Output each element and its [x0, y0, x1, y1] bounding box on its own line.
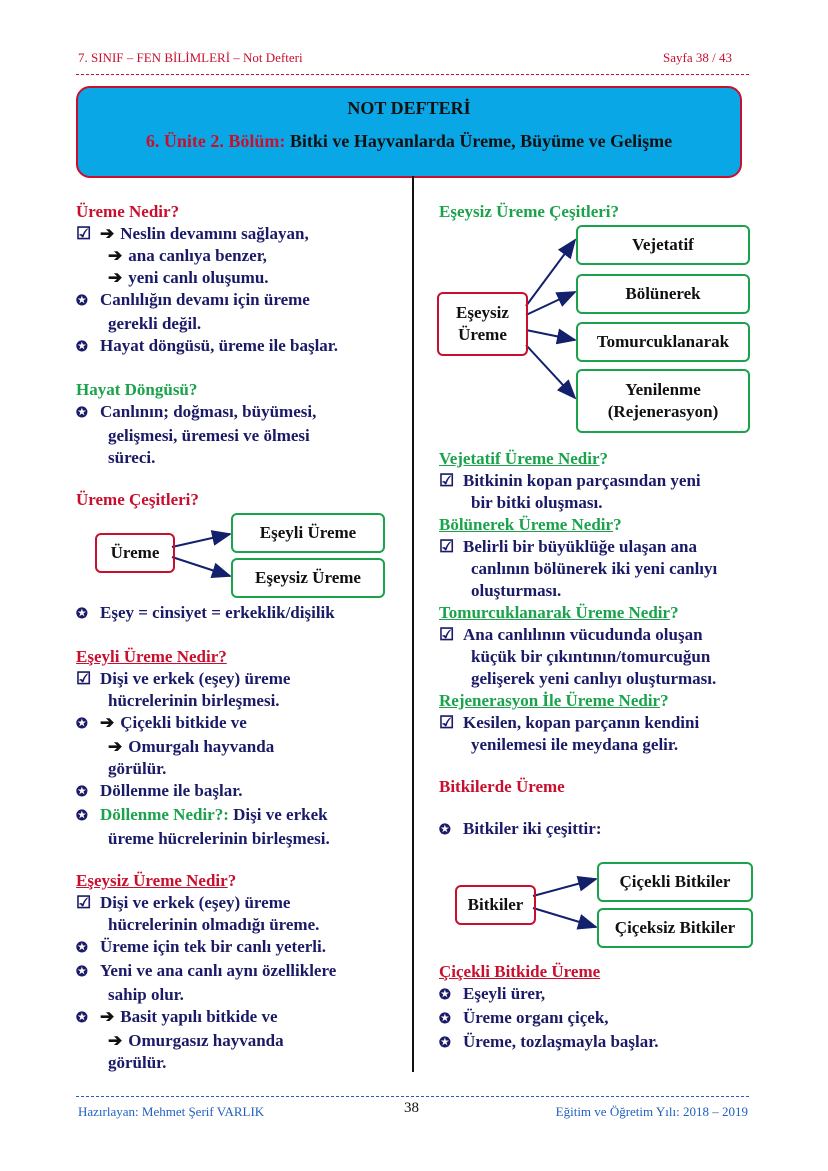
- unit-subtitle: Bitki ve Hayvanlarda Üreme, Büyüme ve Gelişme: [289, 131, 673, 151]
- star-icon: ✪: [76, 406, 88, 421]
- header-right: Sayfa 38 / 43: [663, 50, 732, 65]
- right-column-top: [439, 201, 759, 223]
- list-item-cont: hücrelerinin birleşmesi.: [108, 691, 280, 710]
- right-column-bottom: [439, 961, 759, 1055]
- section-title: Eşeyli Üreme Nedir?: [76, 647, 227, 666]
- ureme-box: Üreme: [95, 533, 175, 573]
- checkbox-icon: ☑: [439, 471, 455, 490]
- arrow-line: [526, 345, 575, 398]
- page-title: NOT DEFTERİ: [347, 98, 471, 118]
- list-item: ☑ ➔ Neslin devamını sağlayan,: [76, 224, 309, 243]
- arrow-icon: ➔: [100, 1007, 115, 1026]
- list-item: ✪ Eşeyli ürer,: [439, 983, 759, 1007]
- list-item: ☑ Bitkinin kopan parçasından yeni: [439, 471, 701, 490]
- list-item-cont: yenilemesi ile meydana gelir.: [471, 735, 679, 754]
- star-icon: ✪: [76, 607, 88, 622]
- eseysiz-ureme-root-box: Eşeysiz Üreme: [437, 292, 528, 356]
- section-title: Çiçekli Bitkide Üreme: [439, 962, 601, 981]
- list-item: ✪ Canlılığın devamı için üreme: [76, 289, 406, 313]
- list-item: ☑ Kesilen, kopan parçanın kendini: [439, 713, 700, 732]
- list-item: ✪ Bitkiler iki çeşittir:: [439, 818, 759, 842]
- list-item: ✪ Üreme organı çiçek,: [439, 1007, 759, 1031]
- list-item: ➔ ana canlıya benzer,: [108, 246, 267, 265]
- checkbox-icon: ☑: [439, 713, 455, 732]
- star-icon: ✪: [76, 717, 88, 732]
- arrow-icon: ➔: [100, 713, 115, 732]
- list-item: ➔ yeni canlı oluşumu.: [108, 268, 269, 287]
- list-item: ✪ Canlının; doğması, büyümesi,: [76, 401, 406, 425]
- section-title: Bölünerek Üreme Nedir?: [439, 515, 622, 534]
- star-icon: ✪: [76, 809, 88, 824]
- list-item: ✪ Yeni ve ana canlı aynı özelliklere: [76, 960, 406, 984]
- header-left: 7. SINIF – FEN BİLİMLERİ – Not Defteri: [78, 50, 303, 65]
- page-number: 38: [404, 1100, 419, 1116]
- arrow-icon: ➔: [108, 246, 123, 265]
- checkbox-icon: ☑: [76, 224, 92, 243]
- checkbox-icon: ☑: [76, 669, 92, 688]
- list-item: ✪ Döllenme Nedir?: Dişi ve erkek: [76, 804, 406, 828]
- list-item: ✪ ➔ Çiçekli bitkide ve: [76, 712, 406, 736]
- footer-divider: [76, 1096, 749, 1097]
- right-column: [439, 448, 759, 842]
- arrow-line: [533, 908, 596, 927]
- list-item-cont: görülür.: [108, 1053, 167, 1072]
- vejetatif-box: Vejetatif: [576, 225, 750, 265]
- arrow-icon: ➔: [100, 224, 115, 243]
- list-item: ✪ Üreme, tozlaşmayla başlar.: [439, 1031, 759, 1055]
- list-item-cont: sahip olur.: [108, 985, 184, 1004]
- list-item: ☑ Belirli bir büyüklüğe ulaşan ana: [439, 537, 697, 556]
- list-item-cont: gerekli değil.: [108, 314, 202, 333]
- arrow-line: [172, 534, 230, 547]
- ciceksiz-bitkiler-box: Çiçeksiz Bitkiler: [597, 908, 753, 948]
- arrow-line: [533, 879, 596, 896]
- list-item-cont: görülür.: [108, 759, 167, 778]
- checkbox-icon: ☑: [76, 893, 92, 912]
- yenilenme-box: Yenilenme (Rejenerasyon): [576, 369, 750, 433]
- checkbox-icon: ☑: [439, 625, 455, 644]
- list-item: ☑ Dişi ve erkek (eşey) üreme: [76, 669, 291, 688]
- star-icon: ✪: [439, 1036, 451, 1051]
- checkbox-icon: ☑: [439, 537, 455, 556]
- star-icon: ✪: [76, 294, 88, 309]
- bitkiler-box: Bitkiler: [455, 885, 536, 925]
- footer-year: Eğitim ve Öğretim Yılı: 2018 – 2019: [555, 1104, 748, 1119]
- star-icon: ✪: [76, 941, 88, 956]
- list-item: ✪ Hayat döngüsü, üreme ile başlar.: [76, 335, 406, 359]
- footer-author: Hazırlayan: Mehmet Şerif VARLIK: [78, 1104, 265, 1119]
- list-item: ✪ Döllenme ile başlar.: [76, 780, 406, 804]
- list-item-cont: hücrelerinin olmadığı üreme.: [108, 915, 320, 934]
- star-icon: ✪: [76, 965, 88, 980]
- section-title: Rejenerasyon İle Üreme Nedir?: [439, 691, 669, 710]
- bolunerek-box: Bölünerek: [576, 274, 750, 314]
- section-title: Tomurcuklanarak Üreme Nedir?: [439, 603, 679, 622]
- star-icon: ✪: [439, 988, 451, 1003]
- list-item: ✪ Üreme için tek bir canlı yeterli.: [76, 936, 406, 960]
- list-item-cont: süreci.: [108, 448, 156, 467]
- list-item-cont: oluşturması.: [471, 581, 562, 600]
- section-title: Bitkilerde Üreme: [439, 777, 565, 796]
- list-item: ☑ Ana canlılının vücudunda oluşan: [439, 625, 703, 644]
- list-item-cont: bir bitki oluşması.: [471, 493, 603, 512]
- list-item: ➔ Omurgalı hayvanda: [108, 737, 275, 756]
- list-item-cont: üreme hücrelerinin birleşmesi.: [108, 829, 330, 848]
- left-column-lower: [76, 602, 406, 1074]
- list-item-cont: canlının bölünerek iki yeni canlıyı: [471, 559, 718, 578]
- star-icon: ✪: [76, 340, 88, 355]
- star-icon: ✪: [439, 1012, 451, 1027]
- unit-label: 6. Ünite 2. Bölüm:: [145, 131, 286, 151]
- eseysiz-ureme-box: Eşeysiz Üreme: [231, 558, 385, 598]
- section-title: Eşeysiz Üreme Çeşitleri?: [439, 202, 620, 221]
- arrow-line: [172, 557, 230, 576]
- arrow-icon: ➔: [108, 737, 123, 756]
- cicekli-bitkiler-box: Çiçekli Bitkiler: [597, 862, 753, 902]
- section-title: Üreme Nedir?: [76, 202, 180, 221]
- list-item: ✪ Eşey = cinsiyet = erkeklik/dişilik: [76, 602, 406, 626]
- star-icon: ✪: [439, 823, 451, 838]
- section-title: Hayat Döngüsü?: [76, 380, 198, 399]
- eseyli-ureme-box: Eşeyli Üreme: [231, 513, 385, 553]
- list-item: ✪ ➔ Basit yapılı bitkide ve: [76, 1006, 406, 1030]
- list-item: ➔ Omurgasız hayvanda: [108, 1031, 284, 1050]
- list-item: ☑ Dişi ve erkek (eşey) üreme: [76, 893, 291, 912]
- list-item-cont: gelişmesi, üremesi ve ölmesi: [108, 426, 310, 445]
- section-title: Üreme Çeşitleri?: [76, 490, 199, 509]
- arrow-icon: ➔: [108, 268, 123, 287]
- tomurcuklanarak-box: Tomurcuklanarak: [576, 322, 750, 362]
- section-title: Vejetatif Üreme Nedir?: [439, 449, 608, 468]
- star-icon: ✪: [76, 1011, 88, 1026]
- star-icon: ✪: [76, 785, 88, 800]
- section-title: Eşeysiz Üreme Nedir?: [76, 871, 237, 890]
- arrow-line: [526, 330, 575, 340]
- list-item-cont: küçük bir çıkıntının/tomurcuğun: [471, 647, 711, 666]
- list-item-cont: gelişerek yeni canlıyı oluşturması.: [471, 669, 717, 688]
- arrow-icon: ➔: [108, 1031, 123, 1050]
